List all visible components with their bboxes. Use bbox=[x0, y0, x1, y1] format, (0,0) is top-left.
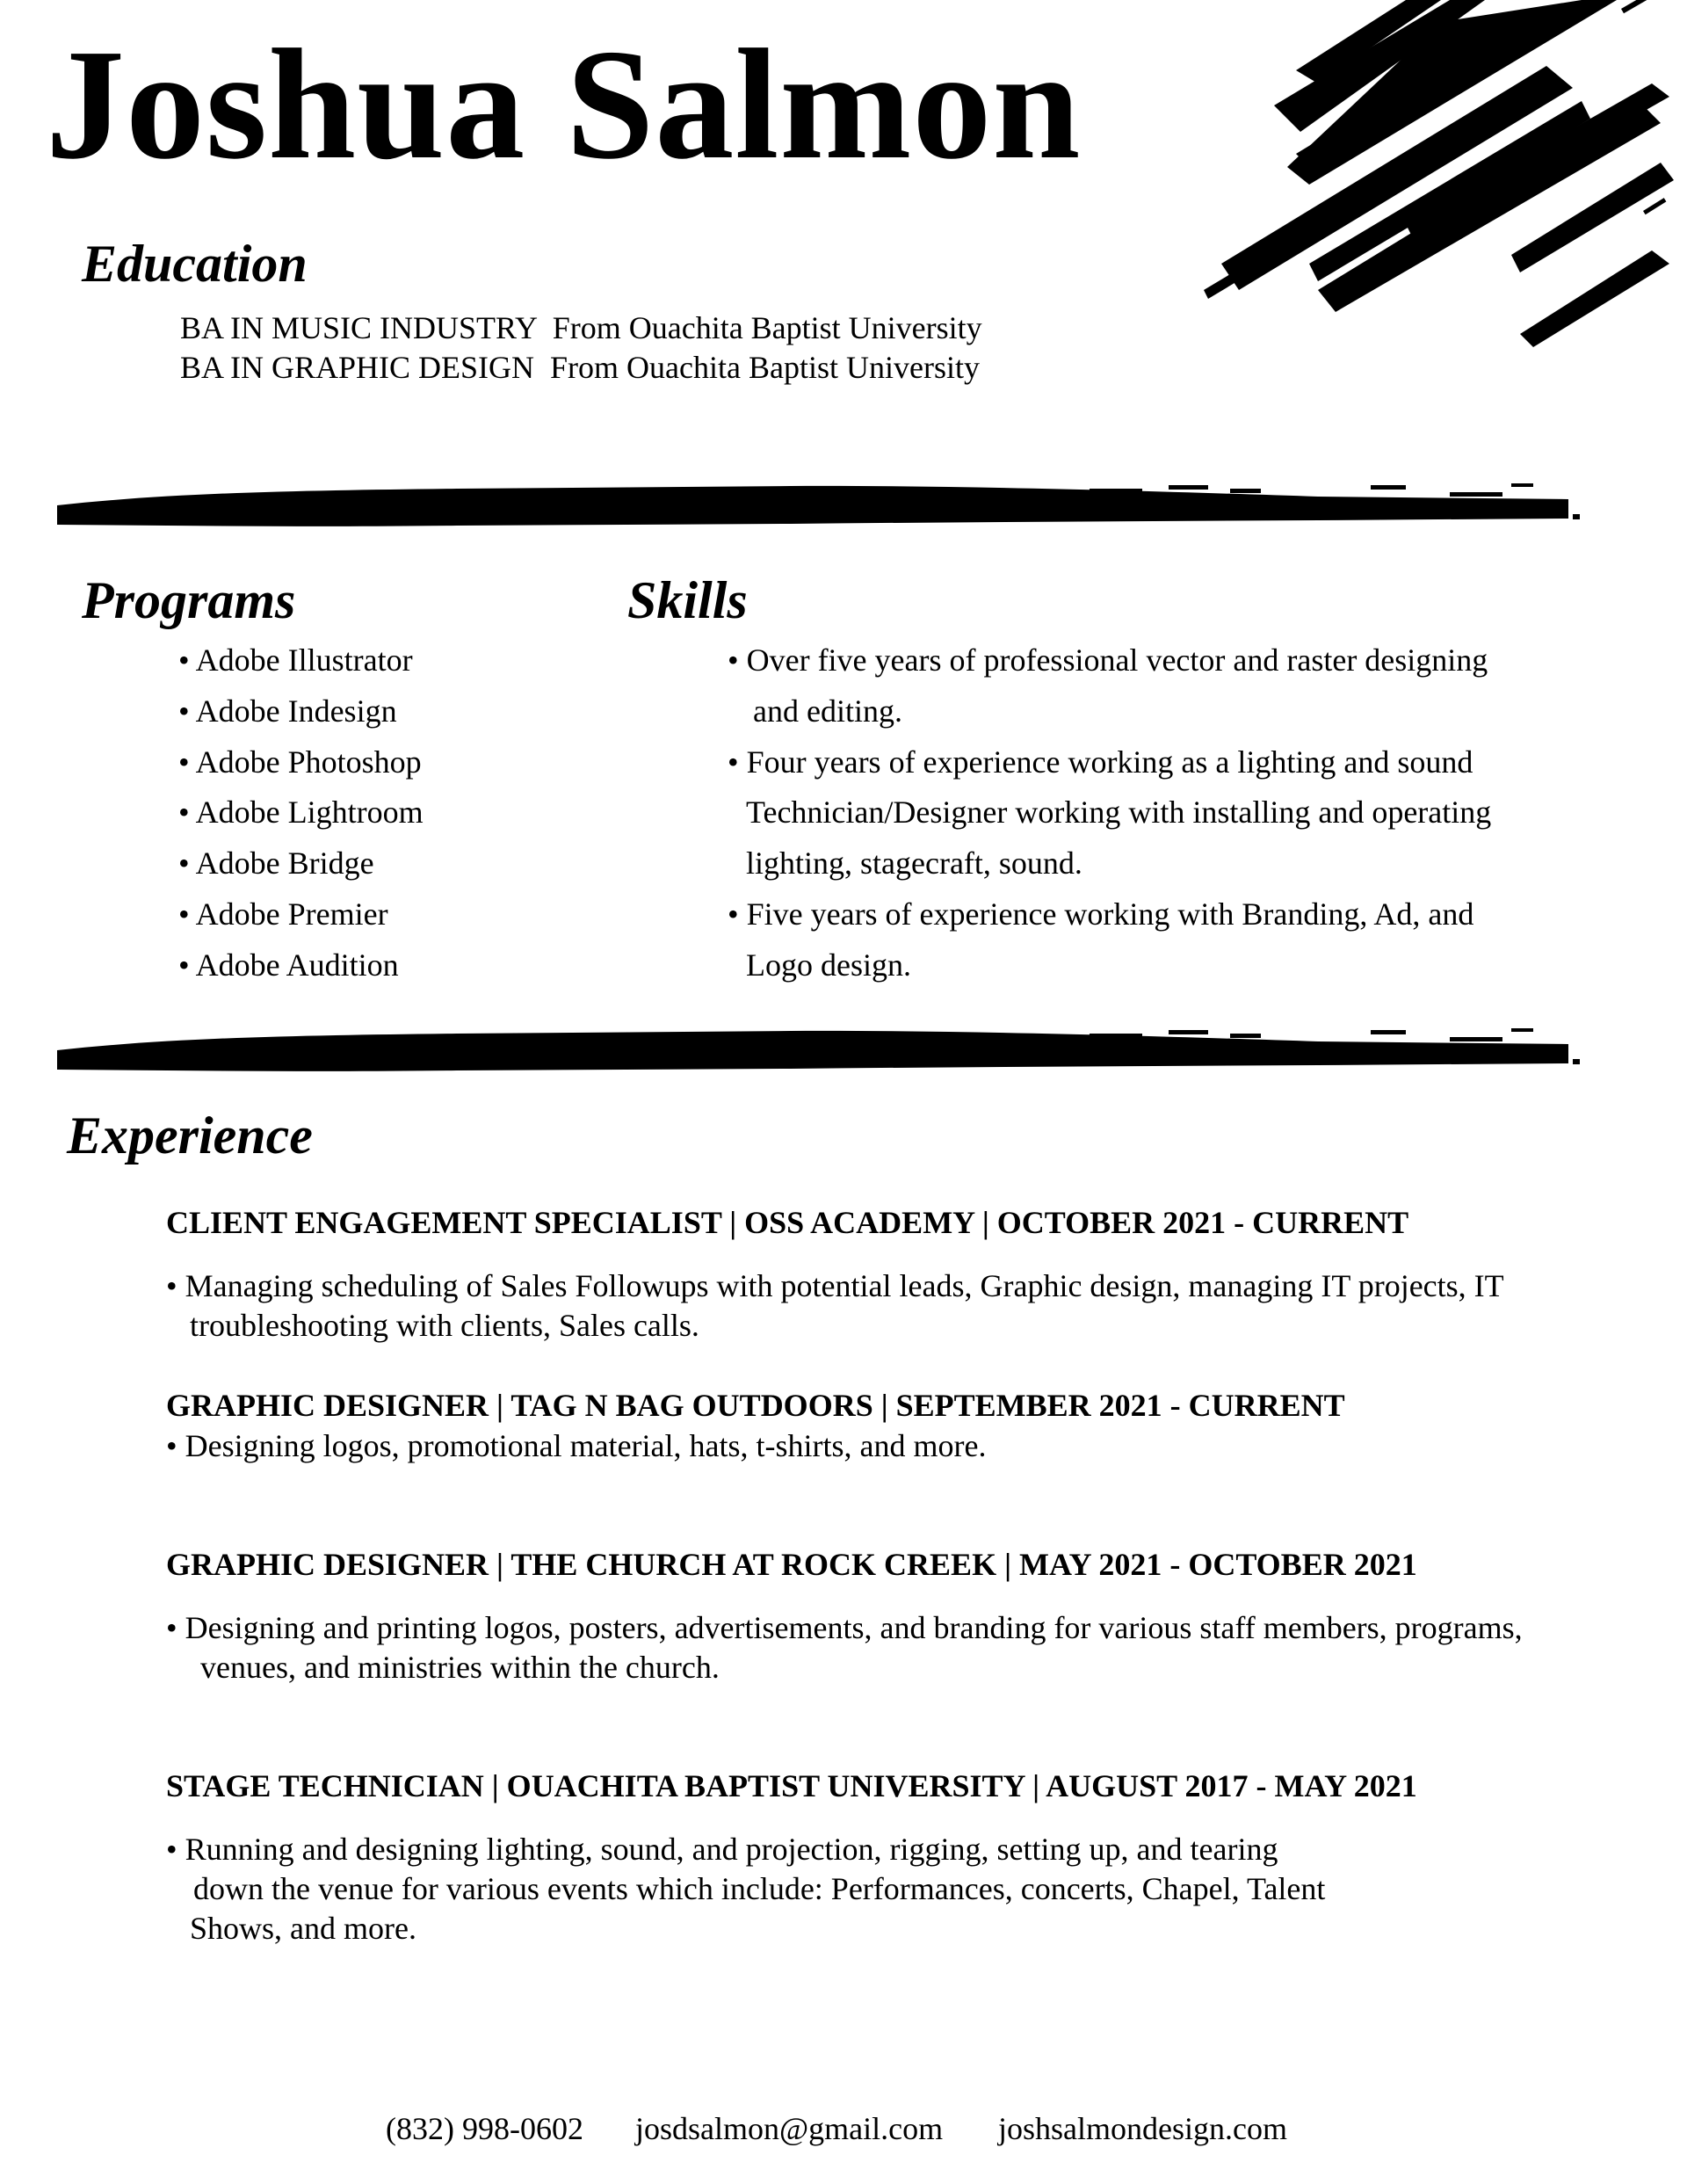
job-description: down the venue for various events which include: Performances, concerts, Chapel, Talent bbox=[193, 1871, 1326, 1906]
skill-line: • Five years of experience working with Branding, Ad, and bbox=[728, 896, 1474, 932]
program-item: • Adobe Bridge bbox=[178, 845, 374, 881]
job-description: troubleshooting with clients, Sales calls. bbox=[190, 1308, 699, 1343]
program-item: • Adobe Premier bbox=[178, 896, 388, 932]
contact-email[interactable]: josdsalmon@gmail.com bbox=[635, 2111, 944, 2146]
contact-phone: (832) 998-0602 bbox=[386, 2111, 583, 2146]
resume-name: Joshua Salmon bbox=[46, 17, 1082, 192]
program-item: • Adobe Illustrator bbox=[178, 642, 413, 678]
skills-heading: Skills bbox=[627, 571, 748, 629]
job-description: • Running and designing lighting, sound, and projection, rigging, setting up, and tearing bbox=[166, 1832, 1278, 1867]
skill-line: • Four years of experience working as a lighting and sound bbox=[728, 744, 1473, 780]
job-title: CLIENT ENGAGEMENT SPECIALIST | OSS ACADEMY | OCTOBER 2021 - CURRENT bbox=[166, 1205, 1409, 1240]
skill-line: and editing. bbox=[753, 693, 902, 729]
programs-heading: Programs bbox=[82, 571, 296, 629]
education-heading: Education bbox=[82, 235, 308, 293]
job-description: • Designing and printing logos, posters, advertisements, and branding for various staff members, programs, bbox=[166, 1610, 1523, 1645]
education-entry: BA IN MUSIC INDUSTRY From Ouachita Baptist University bbox=[180, 310, 982, 345]
job-title: GRAPHIC DESIGNER | THE CHURCH AT ROCK CREEK | MAY 2021 - OCTOBER 2021 bbox=[166, 1547, 1417, 1582]
program-item: • Adobe Photoshop bbox=[178, 744, 422, 780]
program-item: • Adobe Lightroom bbox=[178, 795, 424, 830]
job-description: • Managing scheduling of Sales Followups with potential leads, Graphic design, managing IT projects, IT bbox=[166, 1268, 1504, 1303]
program-item: • Adobe Audition bbox=[178, 947, 399, 983]
skill-line: Technician/Designer working with installing and operating bbox=[746, 795, 1492, 830]
skill-line: Logo design. bbox=[746, 947, 911, 983]
education-entry: BA IN GRAPHIC DESIGN From Ouachita Baptist University bbox=[180, 350, 980, 385]
skill-line: • Over five years of professional vector and raster designing bbox=[728, 642, 1488, 678]
job-description: • Designing logos, promotional material, hats, t-shirts, and more. bbox=[166, 1428, 987, 1463]
skill-line: lighting, stagecraft, sound. bbox=[746, 845, 1082, 881]
program-item: • Adobe Indesign bbox=[178, 693, 397, 729]
job-description: venues, and ministries within the church. bbox=[200, 1650, 720, 1685]
experience-heading: Experience bbox=[67, 1107, 313, 1165]
job-title: GRAPHIC DESIGNER | TAG N BAG OUTDOORS | SEPTEMBER 2021 - CURRENT bbox=[166, 1388, 1345, 1423]
job-description: Shows, and more. bbox=[190, 1911, 416, 1946]
job-title: STAGE TECHNICIAN | OUACHITA BAPTIST UNIVERSITY | AUGUST 2017 - MAY 2021 bbox=[166, 1768, 1417, 1803]
contact-website[interactable]: joshsalmondesign.com bbox=[998, 2111, 1287, 2146]
